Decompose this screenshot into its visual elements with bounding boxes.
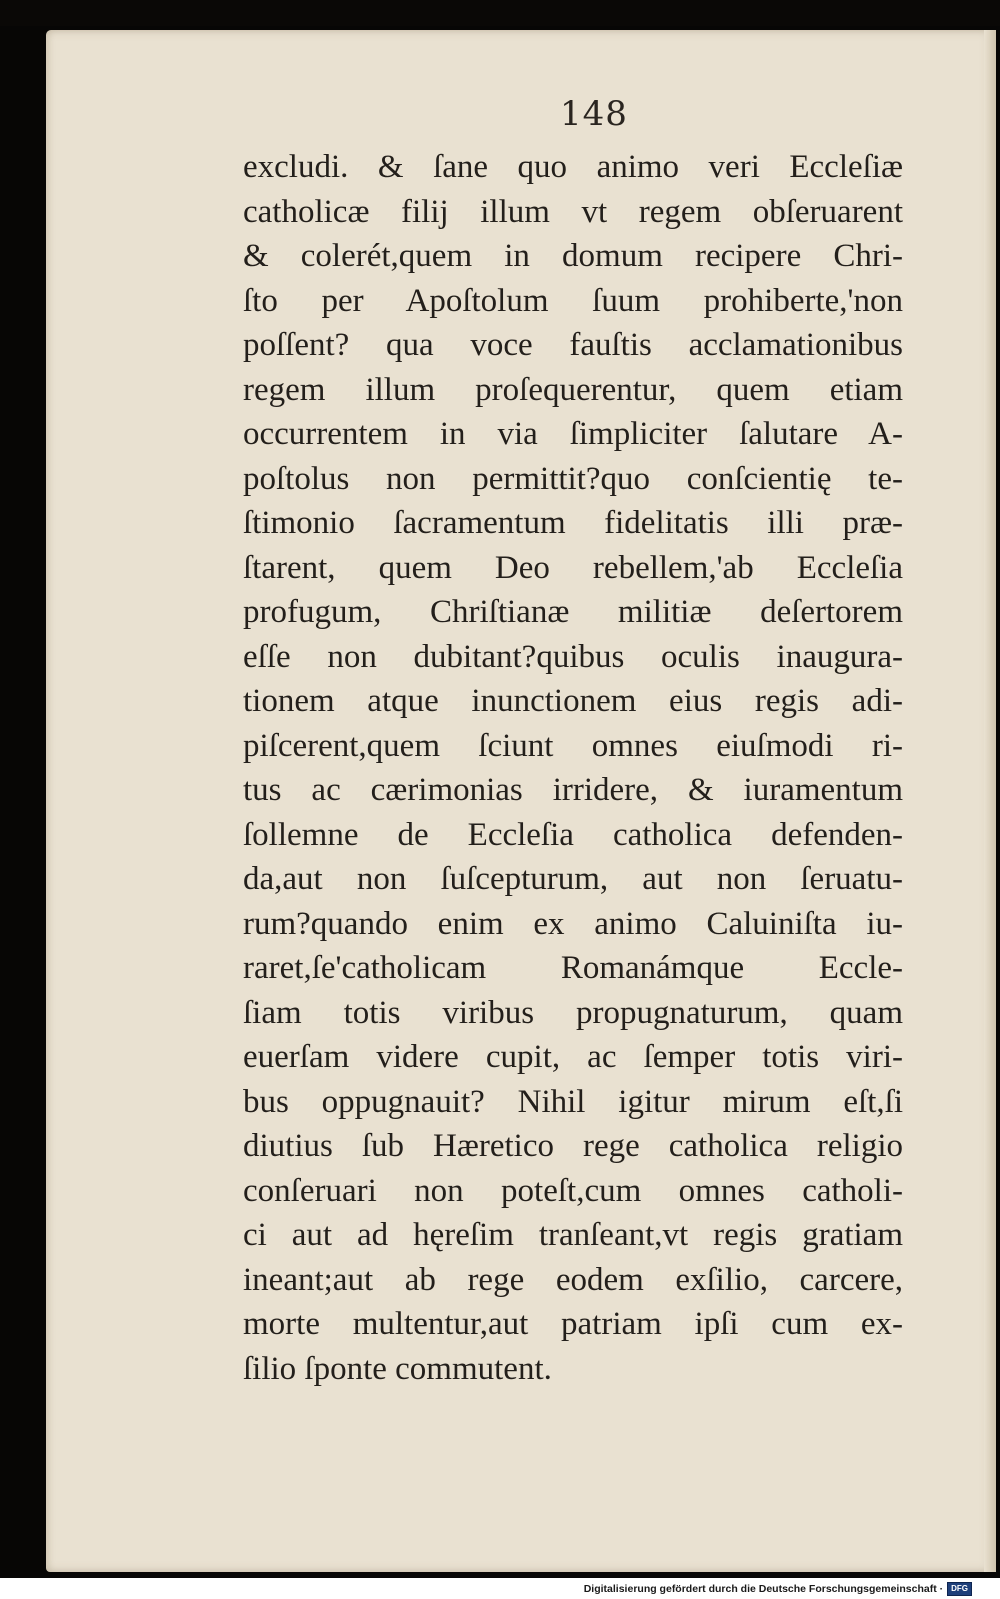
text-line: tus ac cærimonias irridere, & iuramentum — [243, 772, 903, 808]
text-line: ſiam totis viribus propugnaturum, quam — [243, 994, 903, 1031]
page-edge-shadow — [984, 30, 996, 1572]
text-line: excludi. & ſane quo animo veri Eccleſiæ — [243, 149, 903, 185]
text-line: ſto per Apoſtolum ſuum prohiberte,'non — [243, 282, 903, 319]
text-line: occurrentem in via ſimpliciter ſalutare A- — [243, 416, 903, 452]
text-line: euerſam videre cupit, ac ſemper totis viri- — [243, 1039, 903, 1075]
page-number: 148 — [560, 94, 628, 134]
text-line-last: ſilio ſponte commutent. — [243, 1350, 552, 1387]
text-line: profugum, Chriſtianæ militiæ deſertorem — [243, 594, 903, 630]
text-line: piſcerent,quem ſciunt omnes eiuſmodi ri- — [243, 727, 903, 764]
text-line: ci aut ad hęreſim tranſeant,vt regis gratiam — [243, 1217, 903, 1253]
text-line: poſtolus non permittit?quo conſcientię te- — [243, 460, 903, 497]
text-line: morte multentur,aut patriam ipſi cum ex- — [243, 1306, 903, 1342]
text-line: ſtarent, quem Deo rebellem,'ab Eccleſia — [243, 549, 903, 586]
text-line: regem illum proſequerentur, quem etiam — [243, 371, 903, 408]
text-line: tionem atque inunctionem eius regis adi- — [243, 683, 903, 719]
page-text — [243, 145, 903, 1391]
text-line: ineant;aut ab rege eodem exſilio, carcere, — [243, 1261, 903, 1298]
text-line: conſeruari non poteſt,cum omnes catholi- — [243, 1172, 903, 1209]
digitization-footer — [584, 1581, 972, 1597]
text-line: eſſe non dubitant?quibus oculis inaugura- — [243, 638, 903, 675]
text-line: catholicæ filij illum vt regem obſeruarent — [243, 193, 903, 230]
scan-top-edge — [0, 0, 1000, 26]
text-line: diutius ſub Hæretico rege catholica religio — [243, 1128, 903, 1164]
text-line: & colerét,quem in domum recipere Chri- — [243, 238, 903, 274]
text-line: ſtimonio ſacramentum fidelitatis illi præ- — [243, 505, 903, 541]
text-line: rum?quando enim ex animo Caluiniſta iu- — [243, 905, 903, 942]
text-line: ſollemne de Eccleſia catholica defenden- — [243, 816, 903, 853]
text-line: poſſent? qua voce fauſtis acclamationibus — [243, 327, 903, 363]
dfg-logo: DFG — [947, 1582, 972, 1596]
text-line: bus oppugnauit? Nihil igitur mirum eſt,ſi — [243, 1083, 903, 1120]
text-line: da,aut non ſuſcepturum, aut non ſeruatu- — [243, 861, 903, 897]
funding-credit: Digitalisierung gefördert durch die Deutsche Forschungsgemeinschaft · — [583, 1583, 944, 1595]
text-line: raret,ſe'catholicam Romanámque Eccle- — [243, 950, 903, 986]
